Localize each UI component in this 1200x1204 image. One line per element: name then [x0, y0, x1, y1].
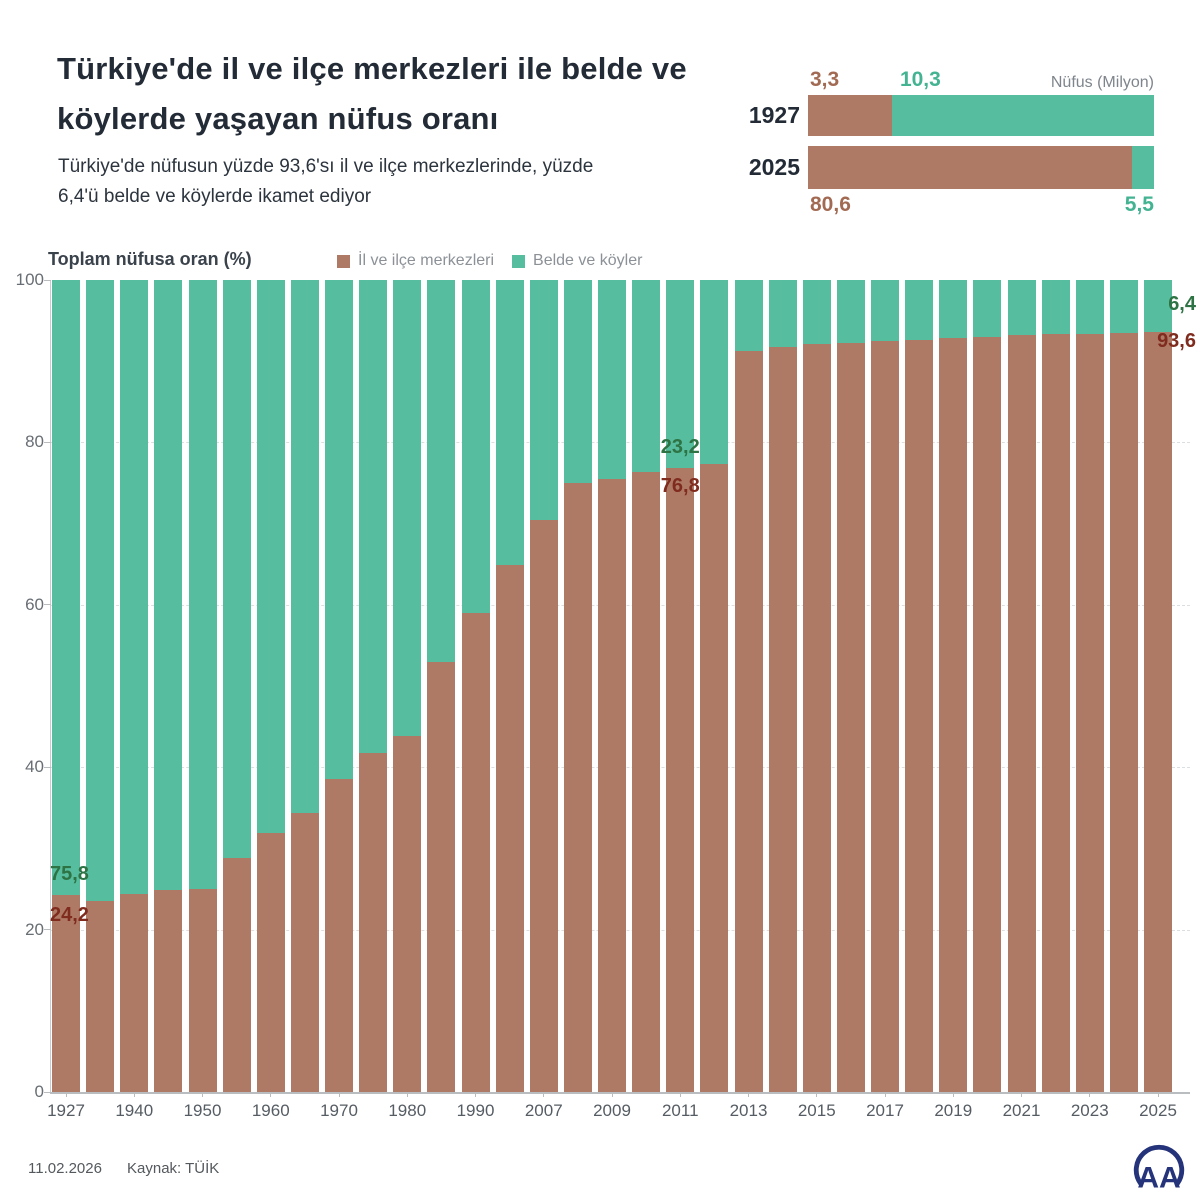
mini-rural-value-2025: 5,5 — [1124, 193, 1154, 216]
bar-2013 — [735, 280, 763, 1092]
bar-2015-rural-segment — [803, 280, 831, 344]
x-tick-label-2011: 2011 — [661, 1101, 699, 1120]
bar-1950-urban-segment — [189, 889, 217, 1092]
bar-2014-urban-segment — [769, 347, 797, 1092]
x-tick-label-2015: 2015 — [797, 1101, 836, 1120]
y-tick-0 — [44, 1092, 51, 1093]
x-tick-label-1970: 1970 — [320, 1101, 358, 1120]
bar-2016-rural-segment — [837, 280, 865, 343]
bar-2018 — [905, 280, 933, 1092]
bar-2018-urban-segment — [905, 340, 933, 1092]
y-tick-label-80: 80 — [25, 432, 44, 452]
annotation-urban-2011: 76,8 — [660, 475, 700, 498]
x-tick-1927 — [66, 1092, 67, 1097]
bar-1945-urban-segment — [154, 890, 182, 1092]
page-title: Türkiye'de il ve ilçe merkezleri ile belde ve köylerde yaşayan nüfus oranı — [57, 51, 687, 136]
y-tick-label-100: 100 — [15, 270, 44, 289]
bar-2024 — [1110, 280, 1138, 1092]
y-tick-40 — [44, 767, 51, 768]
x-tick-label-2017: 2017 — [866, 1101, 904, 1120]
x-tick-1970 — [339, 1092, 340, 1097]
bar-1927 — [52, 280, 80, 1092]
mini-urban-value-2025: 80,6 — [810, 193, 851, 216]
x-tick-1990 — [475, 1092, 476, 1097]
bar-1965 — [291, 280, 319, 1092]
bar-1980-rural-segment — [393, 280, 421, 736]
bar-2020-rural-segment — [973, 280, 1001, 337]
y-tick-100 — [44, 280, 51, 281]
bar-2010 — [632, 280, 660, 1092]
bar-2023-urban-segment — [1076, 334, 1104, 1092]
bar-1935 — [86, 280, 114, 1092]
mini-rural-value-1927: 10,3 — [899, 68, 941, 91]
x-tick-label-2021: 2021 — [1002, 1101, 1041, 1120]
bar-2017-rural-segment — [871, 280, 899, 341]
bar-2016-urban-segment — [837, 343, 865, 1092]
bar-1940-urban-segment — [120, 894, 148, 1092]
y-tick-label-0: 0 — [34, 1082, 44, 1101]
y-tick-label-60: 60 — [25, 594, 44, 614]
bar-1940-rural-segment — [120, 280, 148, 894]
x-tick-label-1990: 1990 — [456, 1101, 495, 1120]
bar-1935-rural-segment — [86, 280, 114, 901]
bar-1970-rural-segment — [325, 280, 353, 779]
y-tick-60 — [44, 604, 51, 605]
bar-2023 — [1076, 280, 1104, 1092]
annotation-urban-1927: 24,2 — [50, 904, 89, 927]
x-tick-2007 — [543, 1092, 544, 1097]
x-tick-label-2023: 2023 — [1070, 1101, 1109, 1120]
mini-year-label-1927: 1927 — [748, 102, 800, 128]
x-axis-line — [50, 1092, 1190, 1094]
bar-2022-urban-segment — [1042, 334, 1070, 1092]
bar-1935-urban-segment — [86, 901, 114, 1092]
bar-2021-urban-segment — [1008, 335, 1036, 1092]
y-tick-20 — [44, 929, 51, 930]
bar-2000-urban-segment — [496, 565, 524, 1092]
bar-1980 — [393, 280, 421, 1092]
bar-2008 — [564, 280, 592, 1092]
x-tick-2021 — [1021, 1092, 1022, 1097]
bar-1960 — [257, 280, 285, 1092]
footer-date: 11.02.2026 — [28, 1160, 102, 1177]
x-tick-1960 — [270, 1092, 271, 1097]
bar-2021 — [1008, 280, 1036, 1092]
bar-2012-urban-segment — [700, 464, 728, 1092]
bar-1970 — [325, 280, 353, 1092]
bar-1990-rural-segment — [462, 280, 490, 613]
bar-2025-urban-segment — [1144, 332, 1172, 1092]
x-tick-2017 — [885, 1092, 886, 1097]
annotation-rural-1927: 75,8 — [50, 863, 89, 886]
bar-1980-urban-segment — [393, 736, 421, 1092]
bar-2007-rural-segment — [530, 280, 558, 520]
x-tick-label-1950: 1950 — [183, 1101, 222, 1120]
y-tick-label-20: 20 — [25, 919, 44, 939]
bar-2020-urban-segment — [973, 337, 1001, 1092]
x-tick-2013 — [748, 1092, 749, 1097]
bar-2014-rural-segment — [769, 280, 797, 347]
annotation-rural-2011: 23,2 — [660, 436, 700, 459]
bar-2000 — [496, 280, 524, 1092]
bar-2020 — [973, 280, 1001, 1092]
bar-1960-rural-segment — [257, 280, 285, 833]
mini-chart-unit-label: Nüfus (Milyon) — [1050, 74, 1154, 91]
bar-2019 — [939, 280, 967, 1092]
aa-logo-text: AA — [1137, 1161, 1181, 1195]
bar-2019-rural-segment — [939, 280, 967, 338]
bar-1985-urban-segment — [427, 662, 455, 1092]
x-tick-label-2025: 2025 — [1139, 1101, 1177, 1120]
bar-1985 — [427, 280, 455, 1092]
x-tick-2025 — [1158, 1092, 1159, 1097]
bar-2017-urban-segment — [871, 341, 899, 1092]
bar-1955 — [223, 280, 251, 1092]
bar-2021-rural-segment — [1008, 280, 1036, 335]
x-tick-label-2019: 2019 — [934, 1101, 973, 1120]
bar-1975-urban-segment — [359, 753, 387, 1092]
bar-2008-rural-segment — [564, 280, 592, 483]
bar-2007 — [530, 280, 558, 1092]
bar-1990 — [462, 280, 490, 1092]
bar-1970-urban-segment — [325, 779, 353, 1092]
bar-1975 — [359, 280, 387, 1092]
x-tick-1950 — [202, 1092, 203, 1097]
x-tick-label-2007: 2007 — [524, 1101, 563, 1120]
y-axis-line — [50, 280, 51, 1092]
annotation-urban-2025: 93,6 — [1157, 329, 1196, 352]
x-tick-2019 — [953, 1092, 954, 1097]
bar-2011-urban-segment — [666, 468, 694, 1092]
bar-2000-rural-segment — [496, 280, 524, 565]
bar-1960-urban-segment — [257, 833, 285, 1092]
bar-2018-rural-segment — [905, 280, 933, 340]
legend-label-urban: İl ve ilçe merkezleri — [358, 252, 495, 269]
bar-1945 — [154, 280, 182, 1092]
bar-2012 — [700, 280, 728, 1092]
bar-2014 — [769, 280, 797, 1092]
annotation-rural-2025: 6,4 — [1168, 292, 1196, 315]
x-tick-2023 — [1089, 1092, 1090, 1097]
bar-2023-rural-segment — [1076, 280, 1104, 334]
y-axis-title: Toplam nüfusa oran (%) — [48, 249, 252, 269]
bar-1950 — [189, 280, 217, 1092]
bar-2009-rural-segment — [598, 280, 626, 479]
bar-2008-urban-segment — [564, 483, 592, 1092]
bar-2017 — [871, 280, 899, 1092]
x-tick-label-1980: 1980 — [388, 1101, 427, 1120]
x-tick-label-1927: 1927 — [47, 1101, 85, 1120]
x-tick-label-1960: 1960 — [251, 1101, 290, 1120]
bar-1965-rural-segment — [291, 280, 319, 813]
footer-source: Kaynak: TÜİK — [127, 1160, 220, 1177]
bar-2009 — [598, 280, 626, 1092]
bar-2009-urban-segment — [598, 479, 626, 1092]
bar-2015 — [803, 280, 831, 1092]
bar-2007-urban-segment — [530, 520, 558, 1092]
bar-1975-rural-segment — [359, 280, 387, 753]
y-tick-label-40: 40 — [25, 757, 44, 777]
bar-2019-urban-segment — [939, 338, 967, 1092]
bar-1940 — [120, 280, 148, 1092]
bar-2024-urban-segment — [1110, 333, 1138, 1092]
page-subtitle: Türkiye'de nüfusun yüzde 93,6'sı il ve ilçe merkezlerinde, yüzde 6,4'ü belde ve köylerde ikamet ediyor — [58, 156, 594, 207]
bar-1990-urban-segment — [462, 613, 490, 1092]
mini-year-label-2025: 2025 — [748, 154, 800, 180]
bar-2010-urban-segment — [632, 472, 660, 1092]
x-tick-2015 — [816, 1092, 817, 1097]
bar-1955-urban-segment — [223, 858, 251, 1092]
bar-1955-rural-segment — [223, 280, 251, 858]
bar-2011 — [666, 280, 694, 1092]
bar-1927-rural-segment — [52, 280, 80, 895]
x-tick-1980 — [407, 1092, 408, 1097]
bar-1945-rural-segment — [154, 280, 182, 890]
x-tick-label-2013: 2013 — [729, 1101, 768, 1120]
bar-2013-urban-segment — [735, 351, 763, 1092]
bar-2025 — [1144, 280, 1172, 1092]
bar-2022-rural-segment — [1042, 280, 1070, 334]
aa-logo — [1128, 1134, 1190, 1196]
mini-urban-value-1927: 3,3 — [810, 68, 840, 91]
bar-2022 — [1042, 280, 1070, 1092]
bar-2015-urban-segment — [803, 344, 831, 1092]
x-tick-label-2009: 2009 — [593, 1101, 631, 1120]
x-tick-label-1940: 1940 — [115, 1101, 154, 1120]
bar-1950-rural-segment — [189, 280, 217, 889]
bar-2013-rural-segment — [735, 280, 763, 351]
x-tick-2011 — [680, 1092, 681, 1097]
x-tick-1940 — [134, 1092, 135, 1097]
x-tick-2009 — [612, 1092, 613, 1097]
legend-label-rural: Belde ve köyler — [533, 252, 643, 269]
bar-2016 — [837, 280, 865, 1092]
y-tick-80 — [44, 442, 51, 443]
bar-1985-rural-segment — [427, 280, 455, 662]
bar-1965-urban-segment — [291, 813, 319, 1092]
